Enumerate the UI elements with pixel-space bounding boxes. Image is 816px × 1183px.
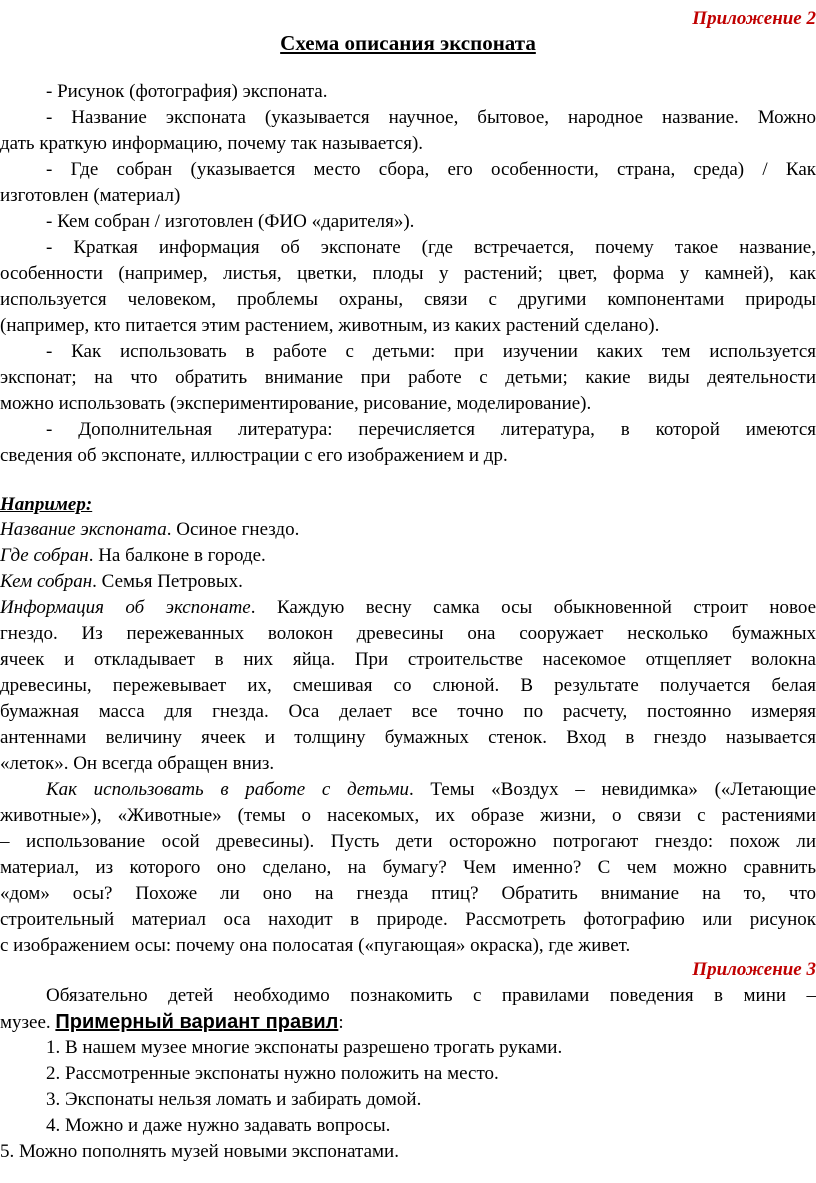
example-who-label: Кем собран: [0, 571, 93, 592]
scheme-line: - Кем собран / изготовлен (ФИО «дарителя»).: [46, 211, 415, 232]
scheme-line: (например, кто питается этим растением, животным, из каких растений сделано).: [0, 315, 660, 336]
example-use-first: . Темы «Воздух – невидимка» («Летающие: [408, 779, 816, 800]
example-name-line: [0, 517, 816, 543]
example-where-value: . На балконе в городе.: [88, 545, 266, 566]
example-info-label: Информация об экспонате: [0, 597, 251, 618]
scheme-line: - Название экспоната (указывается научное, бытовое, народное название. Можно: [46, 107, 816, 128]
scheme-line: экспонат; на что обратить внимание при работе с детьми; какие виды деятельности: [0, 367, 816, 388]
example-info-line: [0, 595, 816, 621]
rules-intro-second: [0, 1009, 816, 1036]
scheme-line: - Краткая информация об экспонате (где встречается, почему такое название,: [46, 237, 816, 258]
page-title: Схема описания экспоната: [280, 31, 536, 55]
example-use-text: с изображением осы: почему она полосатая («пугающая» окраска), где живет.: [0, 935, 631, 956]
example-info-text: древесины, пережевывает их, смешивая со слюной. В результате получается белая: [0, 675, 816, 696]
scheme-line: - Рисунок (фотография) экспоната.: [46, 81, 328, 102]
example-use-line: [0, 777, 816, 803]
example-who-line: [0, 569, 816, 595]
example-use-text: – использование осой древесины). Пусть дети осторожно потрогают гнездо: похож ли: [0, 831, 816, 852]
example-info-text: антеннами величину ячеек и толщину бумажных стенок. Вход в гнездо называется: [0, 727, 816, 748]
example-where-line: [0, 543, 816, 569]
scheme-line: особенности (например, листья, цветки, плоды у растений; цвет, форма у камней), как: [0, 263, 816, 284]
example-info-text: бумажная масса для гнезда. Оса делает все точно по расчету, постоянно измеряя: [0, 701, 816, 722]
rule-item: 2. Рассмотренные экспонаты нужно положить на место.: [46, 1063, 499, 1084]
scheme-line: дать краткую информацию, почему так называется).: [0, 133, 424, 154]
rules-intro: Обязательно детей необходимо познакомить с правилами поведения в мини –: [46, 985, 816, 1006]
example-who-value: . Семья Петровых.: [92, 571, 243, 592]
rule-item: 1. В нашем музее многие экспонаты разрешено трогать руками.: [46, 1037, 563, 1058]
example-use-text: материал, из которого оно сделано, на бумагу? Чем именно? С чем можно сравнить: [0, 857, 816, 878]
appendix-3-label: Приложение 3: [692, 959, 816, 980]
scheme-line: можно использовать (экспериментирование, рисование, моделирование).: [0, 393, 592, 414]
appendix-2-label: Приложение 2: [692, 8, 816, 29]
rule-item: 3. Экспонаты нельзя ломать и забирать домой.: [46, 1089, 422, 1110]
example-info-text: «леток». Он всегда обращен вниз.: [0, 753, 275, 774]
example-use-text: животные»), «Животные» (темы о насекомых, их образе жизни, о связи с растениями: [0, 805, 816, 826]
scheme-line: - Где собран (указывается место сбора, его особенности, страна, среда) / Как: [46, 159, 816, 180]
example-info-first: . Каждую весну самка осы обыкновенной строит новое: [250, 597, 816, 618]
example-name-label: Название экспоната: [0, 519, 167, 540]
example-name-value: . Осиное гнездо.: [166, 519, 300, 540]
rule-item: 5. Можно пополнять музей новыми экспонатами.: [0, 1141, 399, 1162]
example-use-text: «дом» осы? Похоже ли оно на гнезда птиц? Обратить внимание на то, что: [0, 883, 816, 904]
scheme-line: используется человеком, проблемы охраны, связи с другими компонентами природы: [0, 289, 816, 310]
scheme-line: изготовлен (материал): [0, 185, 181, 206]
rules-colon: :: [338, 1012, 344, 1033]
example-heading: Например:: [0, 494, 93, 515]
scheme-line: сведения об экспонате, иллюстрации с его изображением и др.: [0, 445, 508, 466]
example-info-text: ячеек и откладывает в них яйца. При строительстве насекомое отщепляет волокна: [0, 649, 816, 670]
rule-item: 4. Можно и даже нужно задавать вопросы.: [46, 1115, 391, 1136]
scheme-line: - Дополнительная литература: перечисляется литература, в которой имеются: [46, 419, 816, 440]
rules-heading: Примерный вариант правил: [55, 1011, 339, 1033]
example-use-text: строительный материал оса находит в природе. Рассмотреть фотографию или рисунок: [0, 909, 816, 930]
scheme-line: - Как использовать в работе с детьми: при изучении каких тем используется: [46, 341, 816, 362]
rules-intro-text: музее.: [0, 1012, 56, 1033]
example-info-text: гнездо. Из пережеванных волокон древесины она сооружает несколько бумажных: [0, 623, 816, 644]
example-use-label: Как использовать в работе с детьми: [46, 779, 409, 800]
example-where-label: Где собран: [0, 545, 89, 566]
